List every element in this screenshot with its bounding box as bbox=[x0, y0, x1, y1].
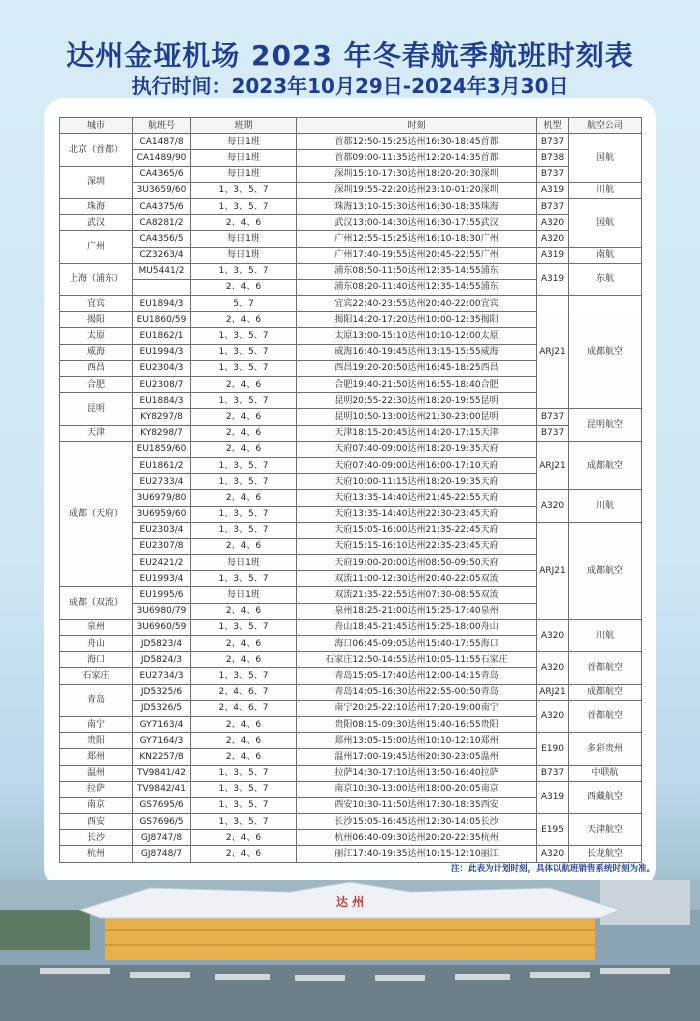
terminal-glass-facade bbox=[105, 915, 595, 960]
header-schedule: 班期 bbox=[191, 118, 297, 134]
time-cell: 石家庄12:50-14:55达州10:05-11:55石家庄 bbox=[297, 652, 537, 668]
header-time: 时刻 bbox=[297, 118, 537, 134]
city-cell: 泉州 bbox=[60, 619, 133, 635]
airline-cell: 首都航空 bbox=[569, 652, 642, 684]
city-cell: 北京（首都） bbox=[60, 134, 133, 166]
schedule-cell: 2、4、6 bbox=[191, 409, 297, 425]
table-row bbox=[60, 490, 642, 506]
time-cell: 西昌19:20-20:50达州16:45-18:25西昌 bbox=[297, 360, 537, 376]
schedule-cell: 2、4、6 bbox=[191, 716, 297, 732]
time-cell: 太原13:00-15:10达州10:10-12:00太原 bbox=[297, 328, 537, 344]
city-cell: 郑州 bbox=[60, 749, 133, 765]
flight-number-cell: KY8298/7 bbox=[133, 425, 191, 441]
aircraft-cell: A319 bbox=[537, 781, 569, 813]
schedule-cell: 1、3、5、7 bbox=[191, 182, 297, 198]
aircraft-cell: E190 bbox=[537, 733, 569, 765]
time-cell: 浦东08:50-11:50达州12:35-14:55浦东 bbox=[297, 263, 537, 279]
flight-number-cell: KN2257/8 bbox=[133, 749, 191, 765]
city-cell: 昆明 bbox=[60, 393, 133, 425]
time-cell: 贵阳08:15-09:30达州15:40-16:55贵阳 bbox=[297, 716, 537, 732]
table-header-row bbox=[60, 118, 642, 134]
time-cell: 双流21:35-22:55达州07:30-08:55双流 bbox=[297, 587, 537, 603]
table-row bbox=[60, 182, 642, 198]
aircraft-cell: ARJ21 bbox=[537, 522, 569, 619]
flight-number-cell: CA8281/2 bbox=[133, 215, 191, 231]
schedule-cell: 2、4、6 bbox=[191, 490, 297, 506]
table-row bbox=[60, 619, 642, 635]
time-cell: 武汉13:00-14:30达州16:30-17:55武汉 bbox=[297, 215, 537, 231]
flight-number-cell: EU2308/7 bbox=[133, 377, 191, 393]
flight-number-cell: CA4375/6 bbox=[133, 198, 191, 214]
schedule-cell: 1、3、5、7 bbox=[191, 457, 297, 473]
aircraft-cell: A320 bbox=[537, 700, 569, 732]
time-cell: 温州17:00-19:45达州20:30-23:05温州 bbox=[297, 749, 537, 765]
city-cell: 成都（天府） bbox=[60, 441, 133, 587]
aircraft-cell: E195 bbox=[537, 814, 569, 846]
schedule-cell: 1、3、5、7 bbox=[191, 474, 297, 490]
schedule-cell: 2、4、6 bbox=[191, 733, 297, 749]
time-cell: 泉州18:25-21:00达州15:25-17:40泉州 bbox=[297, 603, 537, 619]
schedule-cell: 1、3、5、7 bbox=[191, 198, 297, 214]
city-cell: 石家庄 bbox=[60, 668, 133, 684]
aircraft-cell: A320 bbox=[537, 652, 569, 684]
time-cell: 揭阳14:20-17:20达州10:00-12:35揭阳 bbox=[297, 312, 537, 328]
flight-number-cell: GY7163/4 bbox=[133, 716, 191, 732]
time-cell: 西安10:30-11:50达州17:30-18:35西安 bbox=[297, 797, 537, 813]
table-row bbox=[60, 814, 642, 830]
schedule-cell: 2、4、6 bbox=[191, 279, 297, 295]
schedule-cell: 每日1班 bbox=[191, 555, 297, 571]
time-cell: 广州17:40-19:55达州20:45-22:55广州 bbox=[297, 247, 537, 263]
time-cell: 深圳19:55-22:20达州23:10-01:20深圳 bbox=[297, 182, 537, 198]
table-row bbox=[60, 781, 642, 797]
time-cell: 宜宾22:40-23:55达州20:40-22:00宜宾 bbox=[297, 296, 537, 312]
flight-number-cell: 3U6960/59 bbox=[133, 619, 191, 635]
flight-number-cell: EU2733/4 bbox=[133, 474, 191, 490]
table-body bbox=[60, 134, 642, 862]
time-cell: 首都12:50-15:25达州16:30-18:45首都 bbox=[297, 134, 537, 150]
city-cell: 西昌 bbox=[60, 360, 133, 376]
effective-period: 执行时间：2023年10月29日-2024年3月30日 bbox=[131, 74, 569, 98]
schedule-cell: 2、4、6 bbox=[191, 425, 297, 441]
time-cell: 天津18:15-20:45达州14:20-17:15天津 bbox=[297, 425, 537, 441]
city-cell: 武汉 bbox=[60, 215, 133, 231]
city-cell: 上海（浦东） bbox=[60, 263, 133, 295]
schedule-cell: 2、4、6 bbox=[191, 215, 297, 231]
city-cell: 揭阳 bbox=[60, 312, 133, 328]
schedule-cell: 每日1班 bbox=[191, 231, 297, 247]
time-cell: 合肥19:40-21:50达州16:55-18:40合肥 bbox=[297, 377, 537, 393]
city-cell: 青岛 bbox=[60, 684, 133, 716]
city-cell: 威海 bbox=[60, 344, 133, 360]
terminal-sign: 达 州 bbox=[335, 895, 365, 909]
time-cell: 双流11:00-12:30达州20:40-22:05双流 bbox=[297, 571, 537, 587]
aircraft-cell: ARJ21 bbox=[537, 441, 569, 490]
schedule-cell: 1、3、5、7 bbox=[191, 668, 297, 684]
aircraft-cell: ARJ21 bbox=[537, 296, 569, 409]
aircraft-cell: A319 bbox=[537, 263, 569, 295]
table-row bbox=[60, 166, 642, 182]
flight-number-cell: CA4365/6 bbox=[133, 166, 191, 182]
city-cell: 宜宾 bbox=[60, 296, 133, 312]
schedule-cell: 2、4、6 bbox=[191, 636, 297, 652]
flight-number-cell: JD5326/5 bbox=[133, 700, 191, 716]
flight-number-cell: EU1884/3 bbox=[133, 393, 191, 409]
trees bbox=[0, 910, 90, 950]
airline-cell: 成都航空 bbox=[569, 441, 642, 490]
airline-cell: 天津航空 bbox=[569, 814, 642, 846]
schedule-cell: 1、3、5、7 bbox=[191, 263, 297, 279]
poster-title: 达州金垭机场 2023 年冬春航季航班时刻表 bbox=[66, 39, 634, 72]
time-cell: 广州12:55-15:25达州16:10-18:30广州 bbox=[297, 231, 537, 247]
schedule-cell: 1、3、5、7 bbox=[191, 781, 297, 797]
city-cell: 舟山 bbox=[60, 636, 133, 652]
city-cell: 海口 bbox=[60, 652, 133, 668]
time-cell: 珠海13:10-15:30达州16:30-18:35珠海 bbox=[297, 198, 537, 214]
schedule-cell: 每日1班 bbox=[191, 134, 297, 150]
flight-number-cell: 3U6980/79 bbox=[133, 603, 191, 619]
airline-cell: 多彩贵州 bbox=[569, 733, 642, 765]
flight-number-cell: MU5441/2 bbox=[133, 263, 191, 279]
table-row bbox=[60, 150, 642, 166]
table-row bbox=[60, 215, 642, 231]
flight-schedule-table bbox=[59, 117, 642, 863]
city-cell: 贵阳 bbox=[60, 733, 133, 749]
city-cell: 成都（双流） bbox=[60, 587, 133, 619]
flight-number-cell: EU1861/2 bbox=[133, 457, 191, 473]
table-row bbox=[60, 700, 642, 716]
schedule-cell: 1、3、5、7 bbox=[191, 360, 297, 376]
side-building bbox=[600, 880, 690, 925]
aircraft-cell: A319 bbox=[537, 182, 569, 198]
airline-cell: 东航 bbox=[569, 263, 642, 295]
city-cell: 南京 bbox=[60, 797, 133, 813]
time-cell: 天府13:35-14:40达州22:30-23:45天府 bbox=[297, 506, 537, 522]
time-cell: 天府10:00-11:15达州18:20-19:35天府 bbox=[297, 474, 537, 490]
flight-number-cell: EU1993/4 bbox=[133, 571, 191, 587]
flight-number-cell: CA1487/8 bbox=[133, 134, 191, 150]
aircraft-cell: B737 bbox=[537, 134, 569, 150]
time-cell: 昆明10:50-13:00达州21:30-23:00昆明 bbox=[297, 409, 537, 425]
city-cell: 广州 bbox=[60, 231, 133, 263]
schedule-cell: 2、4、6、7 bbox=[191, 684, 297, 700]
time-cell: 青岛15:05-17:40达州12:00-14:15青岛 bbox=[297, 668, 537, 684]
time-cell: 舟山18:45-21:45达州15:25-18:00舟山 bbox=[297, 619, 537, 635]
aircraft-cell: ARJ21 bbox=[537, 684, 569, 700]
aircraft-cell: B737 bbox=[537, 425, 569, 441]
schedule-cell: 2、4、6 bbox=[191, 441, 297, 457]
flight-number-cell: EU2304/3 bbox=[133, 360, 191, 376]
flight-number-cell: EU1994/3 bbox=[133, 344, 191, 360]
schedule-cell: 每日1班 bbox=[191, 247, 297, 263]
city-cell: 合肥 bbox=[60, 377, 133, 393]
time-cell: 丽江17:40-19:35达州10:15-12:10丽江 bbox=[297, 846, 537, 862]
schedule-cell: 每日1班 bbox=[191, 150, 297, 166]
aircraft-cell: A319 bbox=[537, 247, 569, 263]
flight-number-cell: CA1489/90 bbox=[133, 150, 191, 166]
flight-number-cell: EU1995/6 bbox=[133, 587, 191, 603]
schedule-cell: 1、3、5、7 bbox=[191, 571, 297, 587]
city-cell: 西安 bbox=[60, 814, 133, 830]
table-row bbox=[60, 263, 642, 279]
table-row bbox=[60, 134, 642, 150]
airline-cell: 国航 bbox=[569, 134, 642, 183]
table-row bbox=[60, 733, 642, 749]
time-cell: 南京10:30-13:00达州18:00-20:05南京 bbox=[297, 781, 537, 797]
flight-number-cell: EU1862/1 bbox=[133, 328, 191, 344]
city-cell: 太原 bbox=[60, 328, 133, 344]
header-flight-number: 航班号 bbox=[133, 118, 191, 134]
schedule-cell: 1、3、5、7 bbox=[191, 328, 297, 344]
flight-number-cell: GJ8747/8 bbox=[133, 830, 191, 846]
header-aircraft: 机型 bbox=[537, 118, 569, 134]
flight-number-cell: EU2303/4 bbox=[133, 522, 191, 538]
time-cell: 长沙15:05-16:45达州12:30-14:05长沙 bbox=[297, 814, 537, 830]
time-cell: 昆明20:55-22:30达州18:20-19:55昆明 bbox=[297, 393, 537, 409]
flight-number-cell: 3U6979/80 bbox=[133, 490, 191, 506]
schedule-cell: 1、3、5、7 bbox=[191, 814, 297, 830]
flight-number-cell: GY7164/3 bbox=[133, 733, 191, 749]
airline-cell: 南航 bbox=[569, 247, 642, 263]
time-cell: 拉萨14:30-17:10达州13:50-16:40拉萨 bbox=[297, 765, 537, 781]
table-row bbox=[60, 652, 642, 668]
flight-number-cell: EU1859/60 bbox=[133, 441, 191, 457]
flight-number-cell: EU1860/59 bbox=[133, 312, 191, 328]
airline-cell: 成都航空 bbox=[569, 684, 642, 700]
schedule-cell: 每日1班 bbox=[191, 166, 297, 182]
flight-number-cell: GS7695/6 bbox=[133, 797, 191, 813]
flight-number-cell: GS7696/5 bbox=[133, 814, 191, 830]
airline-cell: 昆明航空 bbox=[569, 409, 642, 441]
airline-cell: 成都航空 bbox=[569, 522, 642, 619]
table-row bbox=[60, 522, 642, 538]
header-airline: 航空公司 bbox=[569, 118, 642, 134]
schedule-cell: 2、4、6 bbox=[191, 312, 297, 328]
flight-number-cell: JD5823/4 bbox=[133, 636, 191, 652]
airline-cell: 国航 bbox=[569, 198, 642, 247]
time-cell: 郑州13:05-15:00达州10:10-12:10郑州 bbox=[297, 733, 537, 749]
time-cell: 威海16:40-19:45达州13:15-15:55威海 bbox=[297, 344, 537, 360]
table-row bbox=[60, 684, 642, 700]
header-city: 城市 bbox=[60, 118, 133, 134]
schedule-cell: 1、3、5、7 bbox=[191, 797, 297, 813]
table-row bbox=[60, 409, 642, 425]
aircraft-cell: B737 bbox=[537, 166, 569, 182]
time-cell: 天府15:15-16:10达州22:35-23:45天府 bbox=[297, 538, 537, 554]
schedule-cell: 1、3、5、7 bbox=[191, 344, 297, 360]
terminal-illustration bbox=[0, 880, 700, 1021]
aircraft-cell: A320 bbox=[537, 231, 569, 247]
schedule-cell: 1、3、5、7 bbox=[191, 765, 297, 781]
schedule-cell: 2、4、6 bbox=[191, 538, 297, 554]
flight-number-cell: 3U3659/60 bbox=[133, 182, 191, 198]
flight-number-cell: EU2734/3 bbox=[133, 668, 191, 684]
table-row bbox=[60, 296, 642, 312]
time-cell: 深圳15:10-17:30达州18:20-20:30深圳 bbox=[297, 166, 537, 182]
time-cell: 天府07:40-09:00达州18:20-19:35天府 bbox=[297, 441, 537, 457]
airline-cell: 中联航 bbox=[569, 765, 642, 781]
table-row bbox=[60, 765, 642, 781]
flight-number-cell: JD5325/6 bbox=[133, 684, 191, 700]
flight-number-cell: CZ3263/4 bbox=[133, 247, 191, 263]
flight-number-cell: EU2307/8 bbox=[133, 538, 191, 554]
flight-number-cell: EU2421/2 bbox=[133, 555, 191, 571]
time-cell: 天府07:40-09:00达州16:00-17:10天府 bbox=[297, 457, 537, 473]
flight-number-cell: KY8297/8 bbox=[133, 409, 191, 425]
flight-number-cell: TV9841/42 bbox=[133, 765, 191, 781]
aircraft-cell: B738 bbox=[537, 150, 569, 166]
city-cell: 深圳 bbox=[60, 166, 133, 198]
city-cell: 天津 bbox=[60, 425, 133, 441]
schedule-cell: 1、3、5、7 bbox=[191, 522, 297, 538]
flight-number-cell: 3U6959/60 bbox=[133, 506, 191, 522]
table-row bbox=[60, 846, 642, 862]
time-cell: 天府19:00-20:00达州08:50-09:50天府 bbox=[297, 555, 537, 571]
aircraft-cell: A320 bbox=[537, 846, 569, 862]
aircraft-cell: B737 bbox=[537, 409, 569, 425]
flight-number-cell: TV9842/41 bbox=[133, 781, 191, 797]
table-row bbox=[60, 247, 642, 263]
time-cell: 天府15:05-16:00达州21:35-22:45天府 bbox=[297, 522, 537, 538]
city-cell: 温州 bbox=[60, 765, 133, 781]
city-cell: 杭州 bbox=[60, 846, 133, 862]
schedule-cell: 2、4、6 bbox=[191, 652, 297, 668]
schedule-cell: 每日1班 bbox=[191, 587, 297, 603]
time-cell: 南宁20:25-22:10达州17:20-19:00南宁 bbox=[297, 700, 537, 716]
city-cell: 南宁 bbox=[60, 716, 133, 732]
airline-cell: 川航 bbox=[569, 182, 642, 198]
airline-cell: 川航 bbox=[569, 619, 642, 651]
aircraft-cell: B737 bbox=[537, 765, 569, 781]
schedule-cell: 2、4、6 bbox=[191, 846, 297, 862]
time-cell: 浦东08:20-11:40达州12:35-14:55浦东 bbox=[297, 279, 537, 295]
airline-cell: 西藏航空 bbox=[569, 781, 642, 813]
schedule-cell: 5、7 bbox=[191, 296, 297, 312]
aircraft-cell: A320 bbox=[537, 619, 569, 651]
schedule-cell: 1、3、5、7 bbox=[191, 619, 297, 635]
schedule-note: 注：此表为计划时刻，具体以航班销售系统时刻为准。 bbox=[450, 864, 655, 874]
flight-number-cell: CA4356/5 bbox=[133, 231, 191, 247]
airline-cell: 首都航空 bbox=[569, 700, 642, 732]
table-row bbox=[60, 425, 642, 441]
aircraft-cell: B737 bbox=[537, 198, 569, 214]
schedule-cell: 1、3、5、7 bbox=[191, 506, 297, 522]
city-cell: 长沙 bbox=[60, 830, 133, 846]
flight-number-cell: EU1894/3 bbox=[133, 296, 191, 312]
flight-number-cell bbox=[133, 279, 191, 295]
airline-cell: 长龙航空 bbox=[569, 846, 642, 862]
airline-cell: 川航 bbox=[569, 490, 642, 522]
schedule-cell: 2、4、6 bbox=[191, 830, 297, 846]
table-row bbox=[60, 441, 642, 457]
schedule-cell: 2、4、6 bbox=[191, 749, 297, 765]
airline-cell: 成都航空 bbox=[569, 296, 642, 409]
aircraft-cell: A320 bbox=[537, 215, 569, 231]
schedule-cell: 1、3、5、7 bbox=[191, 393, 297, 409]
time-cell: 首都09:00-11:35达州12:20-14:35首都 bbox=[297, 150, 537, 166]
table-row bbox=[60, 231, 642, 247]
time-cell: 天府13:35-14:40达州21:45-22:55天府 bbox=[297, 490, 537, 506]
schedule-cell: 2、4、6 bbox=[191, 603, 297, 619]
time-cell: 海口06:45-09:05达州15:40-17:55海口 bbox=[297, 636, 537, 652]
aircraft-cell: A320 bbox=[537, 490, 569, 522]
schedule-cell: 2、4、6、7 bbox=[191, 700, 297, 716]
table-row bbox=[60, 198, 642, 214]
city-cell: 珠海 bbox=[60, 198, 133, 214]
schedule-cell: 2、4、6 bbox=[191, 377, 297, 393]
time-cell: 杭州06:40-09:30达州20:20-22:35杭州 bbox=[297, 830, 537, 846]
time-cell: 青岛14:05-16:30达州22:55-00:50青岛 bbox=[297, 684, 537, 700]
flight-number-cell: GJ8748/7 bbox=[133, 846, 191, 862]
flight-number-cell: JD5824/3 bbox=[133, 652, 191, 668]
city-cell: 拉萨 bbox=[60, 781, 133, 797]
